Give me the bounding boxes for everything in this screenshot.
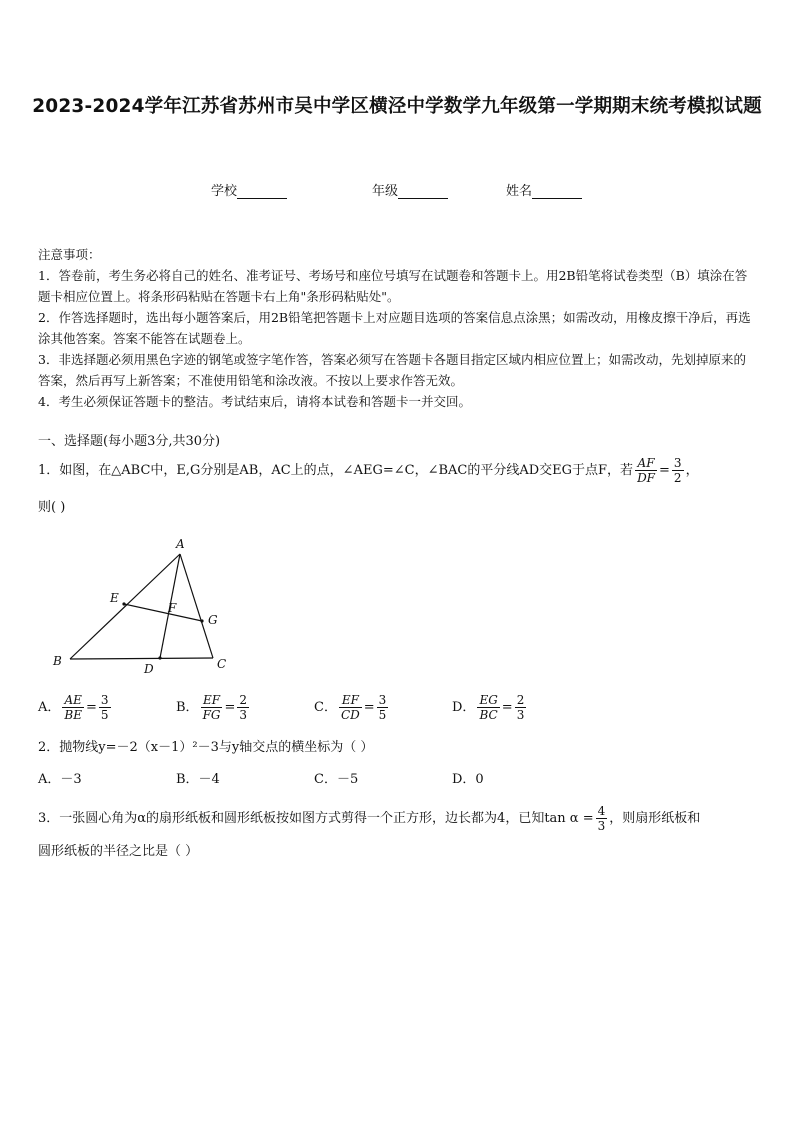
grade-field	[372, 180, 448, 199]
q1-text: 1．如图，在△ABC中，E,G分别是AB，AC上的点，∠AEG=∠C，∠BAC的平分线AD交EG于点F，若	[38, 463, 634, 478]
name-field	[506, 180, 582, 199]
q1-ratio-value: $\frac{3}{2}$	[673, 456, 682, 485]
notes-section	[38, 244, 758, 412]
q1-option-c[interactable]: C． $\frac{EF}{CD}$ = $\frac{3}{5}$	[314, 693, 387, 722]
note-item-4: 4．考生必须保证答题卡的整洁。考试结束后，请将本试卷和答题卡一并交回。	[38, 394, 471, 409]
side-ab	[70, 554, 180, 659]
grade-blank	[398, 185, 448, 199]
label-c: C	[217, 657, 227, 671]
q2-option-c[interactable]: C．－5	[314, 772, 359, 787]
label-e: E	[110, 591, 119, 605]
q3-tan-value: $\frac{4}{3}$	[597, 804, 606, 833]
segment-eg	[124, 604, 202, 621]
q3-text-a: 3．一张圆心角为α的扇形纸板和圆形纸板按如图方式剪得一个正方形，边长都为4，已知tan α =	[38, 811, 594, 826]
question-2: 2．抛物线y=－2（x－1）²－3与y轴交点的横坐标为（ ）	[38, 740, 374, 755]
school-field	[211, 180, 287, 199]
q3-text-b: ，则扇形纸板和	[609, 811, 701, 826]
q1-ratio: $\frac{AF}{DF}$	[637, 456, 656, 485]
school-blank	[237, 185, 287, 199]
section-heading: 一、选择题(每小题3分,共30分)	[38, 434, 221, 449]
school-label: 学校	[211, 184, 238, 199]
page-title: 2023-2024学年江苏省苏州市吴中学区横泾中学数学九年级第一学期期末统考模拟试题	[32, 96, 762, 117]
q2-option-b[interactable]: B．－4	[176, 772, 220, 787]
question-3	[38, 804, 758, 833]
name-blank	[532, 185, 582, 199]
note-item-2: 2．作答选择题时，选出每小题答案后，用2B铅笔把答题卡上对应题目选项的答案信息点涂黑；如需改动，用橡皮擦干净后，再选涂其他答案。答案不能答在试题卷上。	[38, 310, 751, 346]
q1-option-b[interactable]: B． $\frac{EF}{FG}$ = $\frac{2}{3}$	[176, 693, 248, 722]
q2-option-a[interactable]: A．－3	[38, 772, 82, 787]
grade-label: 年级	[372, 184, 399, 199]
q3-line2: 圆形纸板的半径之比是（ ）	[38, 844, 199, 859]
question-1: 1．如图，在△ABC中，E,G分别是AB，AC上的点，∠AEG=∠C，∠BAC的平分线AD交EG于点F，若 $\frac{AF}{DF}$ = $\frac{3}{2}$ ，	[38, 456, 699, 485]
notes-heading: 注意事项：	[38, 247, 101, 262]
triangle-figure	[40, 530, 240, 680]
side-ac	[180, 554, 213, 658]
q1-option-a[interactable]: A． $\frac{AE}{BE}$ = $\frac{3}{5}$	[38, 693, 109, 722]
q1-option-d[interactable]: D． $\frac{EG}{BC}$ = $\frac{2}{3}$	[452, 693, 525, 722]
label-g: G	[208, 613, 218, 627]
note-item-1: 1．答卷前，考生务必将自己的姓名、准考证号、考场号和座位号填写在试题卷和答题卡上。用2B铅笔将试卷类型（B）填涂在答题卡相应位置上。将条形码粘贴在答题卡右上角"条形码粘贴处"。	[38, 268, 748, 304]
name-label: 姓名	[506, 184, 533, 199]
label-a: A	[176, 537, 185, 551]
label-b: B	[53, 654, 62, 668]
q1-line2: 则( )	[38, 500, 66, 515]
point-g	[200, 619, 203, 622]
q2-option-d[interactable]: D．0	[452, 772, 484, 787]
point-e	[122, 602, 125, 605]
label-f: F	[168, 601, 177, 615]
point-d	[158, 656, 161, 659]
note-item-3: 3．非选择题必须用黑色字迹的钢笔或签字笔作答，答案必须写在答题卡各题目指定区域内相应位置上；如需改动，先划掉原来的答案，然后再写上新答案；不准使用铅笔和涂改液。不按以上要求作答无效。	[38, 352, 746, 388]
side-bc	[70, 658, 213, 659]
label-d: D	[144, 662, 154, 676]
